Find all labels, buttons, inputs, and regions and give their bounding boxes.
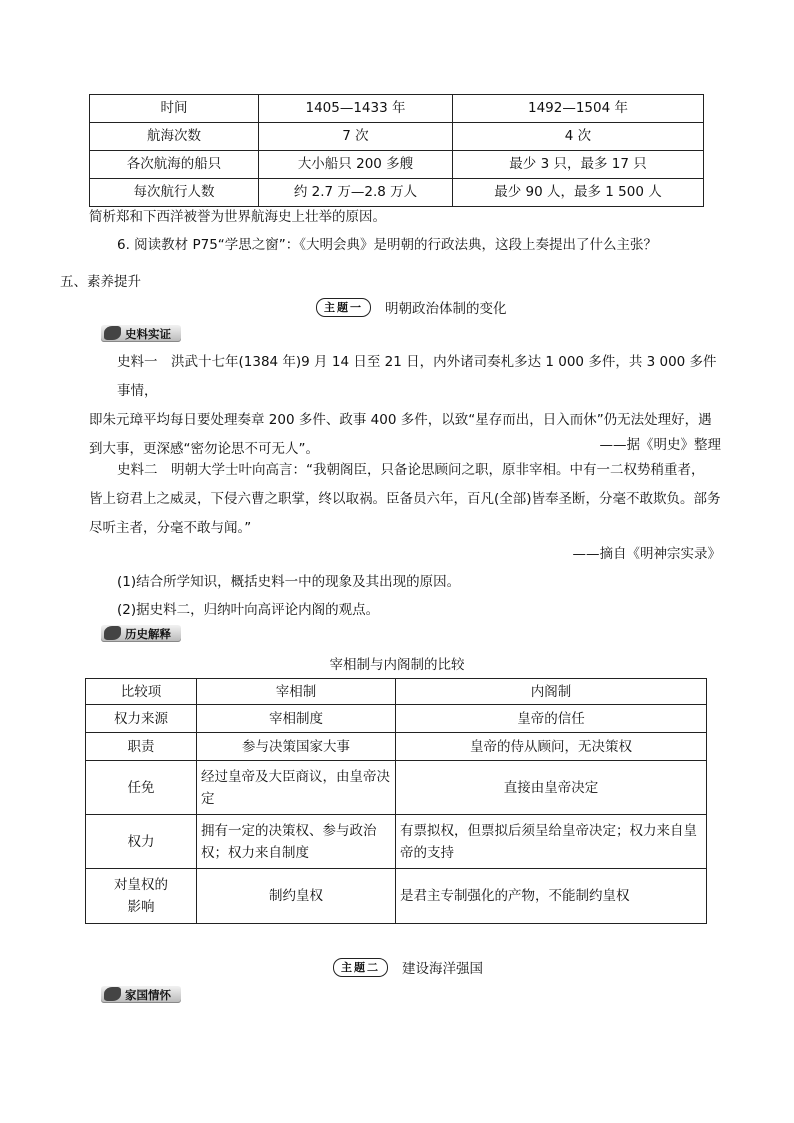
- table-cell: 约 2.7 万—2.8 万人: [259, 179, 453, 207]
- source-line: 到大事，更深感“密勿论思不可无人”。: [89, 441, 319, 457]
- quill-icon: [104, 626, 121, 640]
- source-line: 皆上窃君上之威灵，下侵六曹之职掌，终以取祸。臣备员六年，百凡(全部)皆奉圣断，分毫不敢欺负。部务: [89, 491, 721, 507]
- table-cell: 经过皇帝及大臣商议，由皇帝决定: [197, 761, 396, 815]
- table-cell: 大小船只 200 多艘: [259, 151, 453, 179]
- table-cell: 拥有一定的决策权、参与政治权；权力来自制度: [197, 815, 396, 869]
- table-cell: 宰相制: [197, 679, 396, 705]
- table-caption: 宰相制与内阁制的比较: [329, 657, 465, 673]
- table-cell: 各次航海的船只: [90, 151, 259, 179]
- table-row: [86, 869, 707, 924]
- table-row: [90, 179, 704, 207]
- question-text: 简析郑和下西洋被誉为世界航海史上壮举的原因。: [89, 209, 386, 225]
- table-cell: 最少 90 人，最多 1 500 人: [453, 179, 704, 207]
- section-heading: 五、素养提升: [60, 274, 141, 290]
- voyage-comparison-table: [89, 94, 704, 207]
- badge-label: 家国情怀: [125, 987, 171, 1002]
- quill-icon: [104, 326, 121, 340]
- table-cell: 参与决策国家大事: [197, 733, 396, 761]
- theme-badge: 主题一: [316, 298, 371, 317]
- theme-title: 明朝政治体制的变化: [385, 301, 507, 317]
- table-cell: 是君主专制强化的产物，不能制约皇权: [396, 869, 707, 924]
- table-row: [90, 151, 704, 179]
- question-1: (1)结合所学知识，概括史料一中的现象及其出现的原因。: [117, 574, 461, 590]
- table-row: [90, 123, 704, 151]
- table-cell: 宰相制度: [197, 705, 396, 733]
- theme-1-heading: [316, 297, 507, 317]
- table-cell: 权力来源: [86, 705, 197, 733]
- table-row: [86, 705, 707, 733]
- table-cell: 比较项: [86, 679, 197, 705]
- table-row: [86, 679, 707, 705]
- table-cell: 任免: [86, 761, 197, 815]
- badge-sources: [101, 325, 181, 342]
- table-cell: 内阁制: [396, 679, 707, 705]
- theme-title: 建设海洋强国: [402, 961, 483, 977]
- theme-2-heading: [333, 957, 483, 977]
- table-row: [86, 733, 707, 761]
- question-2: (2)据史料二，归纳叶向高评论内阁的观点。: [117, 602, 380, 618]
- table-row: [86, 815, 707, 869]
- citation: ——据《明史》整理: [599, 437, 721, 453]
- table-cell: 制约皇权: [197, 869, 396, 924]
- table-cell: 4 次: [453, 123, 704, 151]
- table-cell: 有票拟权，但票拟后须呈给皇帝决定；权力来自皇帝的支持: [396, 815, 707, 869]
- source-line: 史料二 明朝大学士叶向高言：“我朝阁臣，只备论思顾问之职，原非宰相。中有一二权势稍重者，: [117, 462, 705, 478]
- badge-explain: [101, 625, 181, 642]
- table-cell: 直接由皇帝决定: [396, 761, 707, 815]
- source-line: 尽听主者，分毫不敢与闻。”: [89, 520, 252, 536]
- table-cell: 时间: [90, 95, 259, 123]
- table-cell: 1405—1433 年: [259, 95, 453, 123]
- table-cell: 权力: [86, 815, 197, 869]
- badge-label: 历史解释: [125, 626, 171, 641]
- table-cell: 7 次: [259, 123, 453, 151]
- citation: ——摘自《明神宗实录》: [572, 546, 721, 562]
- source-line: 即朱元璋平均每日要处理奏章 200 多件、政事 400 多件，以致“星存而出，日入而休”仍无法处理好，遇: [89, 412, 712, 428]
- table-cell: 皇帝的侍从顾问，无决策权: [396, 733, 707, 761]
- table-cell: 1492—1504 年: [453, 95, 704, 123]
- question-6: 6. 阅读教材 P75“学思之窗”：《大明会典》是明朝的行政法典，这段上奏提出了什么主张？: [117, 237, 658, 253]
- source-line: 史料一 洪武十七年(1384 年)9 月 14 日至 21 日，内外诸司奏札多达 1 000 多件，共 3 000 多件事情，: [117, 354, 717, 399]
- badge-patriot: [101, 986, 181, 1003]
- quill-icon: [104, 987, 121, 1001]
- table-cell: 皇帝的信任: [396, 705, 707, 733]
- table-row: [86, 761, 707, 815]
- table-cell: 航海次数: [90, 123, 259, 151]
- table-cell: 职责: [86, 733, 197, 761]
- comparison-table: [85, 678, 707, 924]
- table-row: [90, 95, 704, 123]
- table-cell: 每次航行人数: [90, 179, 259, 207]
- source-2: [89, 456, 729, 543]
- theme-badge: 主题二: [333, 958, 388, 977]
- table-cell: 对皇权的影响: [86, 869, 197, 924]
- table-cell: 最少 3 只，最多 17 只: [453, 151, 704, 179]
- badge-label: 史料实证: [125, 326, 171, 341]
